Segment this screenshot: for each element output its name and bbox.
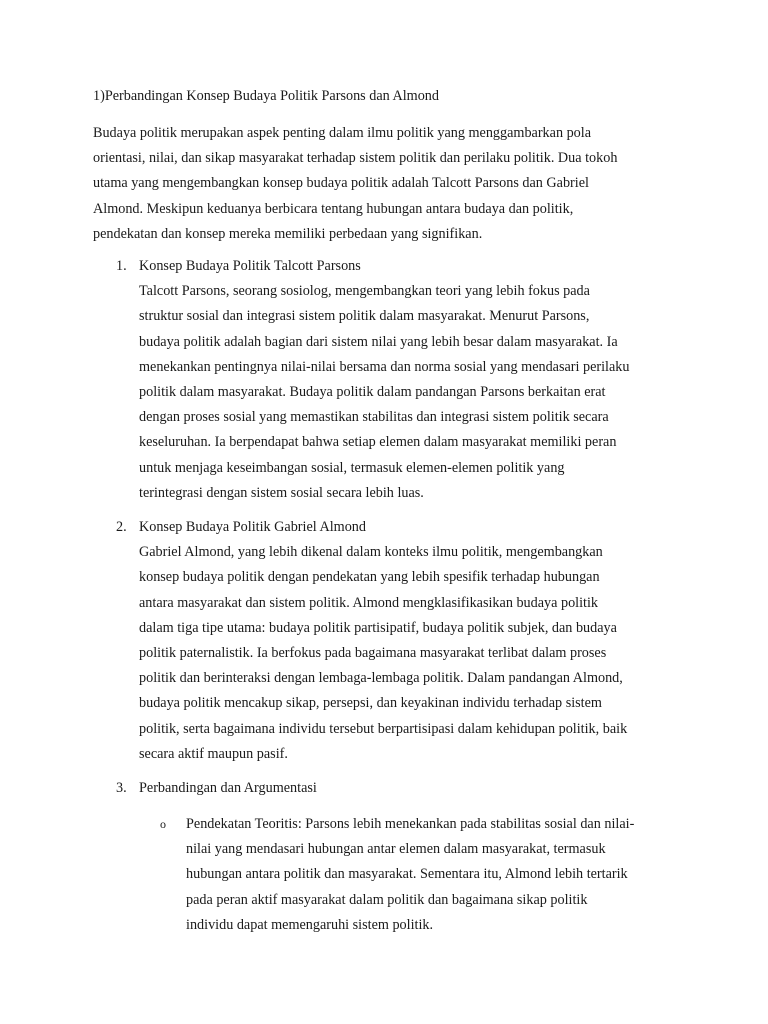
intro-line: pendekatan dan konsep mereka memiliki perbedaan yang signifikan. (93, 225, 483, 242)
list-item-line: terintegrasi dengan sistem sosial secara lebih luas. (139, 484, 424, 501)
list-item-line: keseluruhan. Ia berpendapat bahwa setiap elemen dalam masyarakat memiliki peran (139, 434, 617, 451)
list-item-line: menekankan pentingnya nilai-nilai bersama dan norma sosial yang mendasari perilaku (139, 358, 630, 375)
list-item-line: konsep budaya politik dengan pendekatan yang lebih spesifik terhadap hubungan (139, 569, 600, 586)
list-item-line: budaya politik mencakup sikap, persepsi, dan keyakinan individu terhadap sistem (139, 695, 602, 712)
list-item-line: secara aktif maupun pasif. (139, 745, 288, 762)
list-item-body (139, 515, 699, 767)
sub-list-item-line: pada peran aktif masyarakat dalam politik dan bagaimana sikap politik (186, 891, 588, 908)
list-item-line: dalam tiga tipe utama: budaya politik partisipatif, budaya politik subjek, dan budaya (139, 619, 617, 636)
list-item-line: budaya politik adalah bagian dari sistem nilai yang lebih besar dalam masyarakat. Ia (139, 333, 618, 350)
list-item-heading: Konsep Budaya Politik Talcott Parsons (139, 258, 361, 274)
list-item-heading: Konsep Budaya Politik Gabriel Almond (139, 519, 366, 535)
list-item-number: 2. (116, 519, 127, 535)
list-item-line: antara masyarakat dan sistem politik. Almond mengklasifikasikan budaya politik (139, 594, 599, 611)
document-title: 1)Perbandingan Konsep Budaya Politik Parsons dan Almond (93, 88, 439, 104)
sub-list-item-line: hubungan antara politik dan masyarakat. Sementara itu, Almond lebih tertarik (186, 866, 628, 883)
list-item-line: politik dalam masyarakat. Budaya politik dalam pandangan Parsons berkaitan erat (139, 384, 606, 401)
list-item-line: dengan proses sosial yang memastikan stabilitas dan integrasi sistem politik secara (139, 409, 609, 426)
list-item-heading: Perbandingan dan Argumentasi (139, 780, 317, 796)
intro-line: utama yang mengembangkan konsep budaya politik adalah Talcott Parsons dan Gabriel (93, 175, 589, 192)
intro-line: Budaya politik merupakan aspek penting dalam ilmu politik yang menggambarkan pola (93, 125, 592, 141)
sub-list-item-line: individu dapat memengaruhi sistem politik. (186, 916, 434, 933)
sub-list-item-line: nilai yang mendasari hubungan antar elemen dalam masyarakat, termasuk (186, 841, 606, 858)
list-item-line: politik, serta bagaimana individu tersebut berpartisipasi dalam kehidupan politik, baik (139, 720, 628, 737)
list-item-line: struktur sosial dan integrasi sistem politik dalam masyarakat. Menurut Parsons, (139, 308, 590, 325)
sub-list-item-line: Pendekatan Teoritis: Parsons lebih menekankan pada stabilitas sosial dan nilai- (186, 816, 635, 832)
list-item-body (139, 254, 699, 506)
list-item-line: politik dan berinteraksi dengan lembaga-lembaga politik. Dalam pandangan Almond, (139, 670, 623, 687)
intro-paragraph (93, 121, 683, 247)
list-item-number: 3. (116, 780, 127, 796)
list-item-number: 1. (116, 258, 127, 274)
list-item-line: Talcott Parsons, seorang sosiolog, mengembangkan teori yang lebih fokus pada (139, 283, 590, 300)
sub-list-item-body (186, 812, 706, 938)
circle-bullet-icon: o (160, 817, 166, 831)
list-item-line: Gabriel Almond, yang lebih dikenal dalam konteks ilmu politik, mengembangkan (139, 544, 603, 561)
list-item-line: politik paternalistik. Ia berfokus pada bagaimana masyarakat terlibat dalam proses (139, 645, 607, 662)
list-item-body (139, 776, 699, 801)
intro-line: Almond. Meskipun keduanya berbicara tentang hubungan antara budaya dan politik, (93, 200, 574, 217)
list-item-line: untuk menjaga keseimbangan sosial, termasuk elemen-elemen politik yang (139, 459, 565, 476)
intro-line: orientasi, nilai, dan sikap masyarakat terhadap sistem politik dan perilaku politik. Dua tokoh (93, 150, 618, 167)
